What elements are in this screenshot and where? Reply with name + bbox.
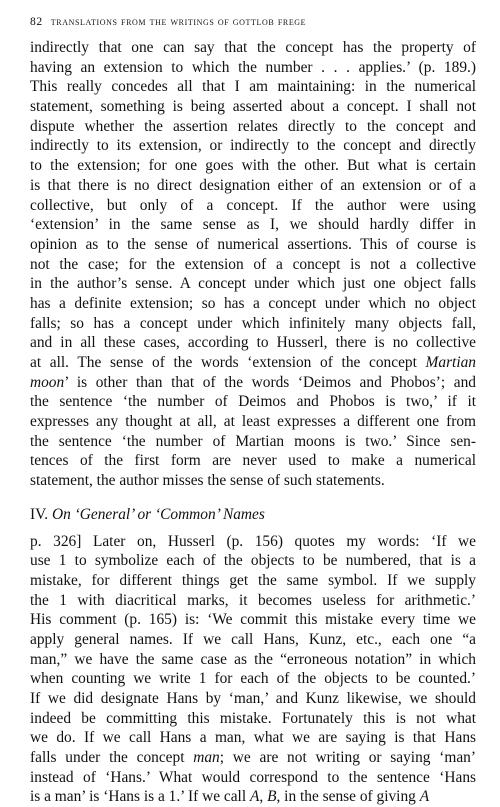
text-run: and in all these cases, according to Husserl, there is no collective [30,334,476,351]
text-run: use 1 to symbolize each of the objects to be numbered, that is a [30,552,476,569]
text-run: at all. The sense of the words ‘extension of the concept [30,354,426,371]
text-line [30,728,476,748]
text-line [30,196,476,216]
text-run: , [259,788,267,805]
text-run: This really concedes all that I am maintaining: in the numerical [30,78,476,95]
text-run: p. 326] Later on, Husserl (p. 156) quotes my words: ‘If we [30,533,476,550]
text-line [30,77,476,97]
text-run: indirectly that one can say that the concept has the property of [30,39,476,56]
text-run: mistake, for different things get the same symbol. If we supply [30,572,476,589]
paragraph-general-names [30,532,476,807]
page-number: 82 [30,15,43,28]
text-line [30,156,476,176]
text-run: we do. If we call Hans a man, what we are saying is that Hans [30,729,476,746]
text-run: not the case; for the extension of a concept is not a collective [30,256,476,273]
text-line [30,787,476,807]
text-run: the sentence ‘the number of Martian moons is two.’ Since sen- [30,433,476,450]
text-line [30,451,476,471]
section-heading [30,505,476,525]
italic-text: Martian [426,354,476,371]
italic-text: A [250,788,259,805]
text-line [30,58,476,78]
text-line [30,392,476,412]
text-run: His comment (p. 165) is: ‘We commit this mistake every time we [30,611,476,628]
text-run: indeed be committing this mistake. Fortunately this is not what [30,710,476,727]
text-line [30,630,476,650]
text-line [30,689,476,709]
text-run: ‘extension’ in the same sense as I, we should hardly differ in [30,216,476,233]
text-run: falls under the concept [30,749,193,766]
text-run: dispute whether the assertion relates directly to the concept and [30,118,476,135]
text-line [30,176,476,196]
text-line [30,255,476,275]
text-line [30,274,476,294]
text-line [30,136,476,156]
text-line [30,97,476,117]
text-line [30,235,476,255]
text-line [30,38,476,58]
italic-text: A [420,788,429,805]
text-run: instead of ‘Hans.’ What would correspond to the sentence ‘Hans [30,769,476,786]
text-run: in the author’s sense. A concept under which just one object falls [30,275,476,292]
text-run: when counting we write 1 for each of the objects to be counted.’ [30,670,476,687]
text-line [30,333,476,353]
text-run: apply general names. If we call Hans, Kunz, etc., each one “a [30,631,476,648]
text-line [30,314,476,334]
text-run: ’ is other than that of the words ‘Deimos and Phobos’; and [64,374,476,391]
text-line [30,353,476,373]
text-line [30,768,476,788]
text-line [30,532,476,552]
text-run: having an extension to which the number . . . applies.’ (p. 189.) [30,59,476,76]
text-run: the 1 with diacritical marks, it becomes useless for arithmetic.’ [30,592,476,609]
text-line [30,432,476,452]
text-line [30,294,476,314]
text-run: , in the sense of giving [276,788,419,805]
text-run: collective, but only of a concept. If the author were using [30,197,476,214]
text-run: indirectly to its extension, or indirectly to the concept and directly [30,137,476,154]
text-run: falls; so has a concept under which infinitely many objects fall, [30,315,476,332]
text-line [30,571,476,591]
running-head [30,14,476,38]
text-line [30,117,476,137]
text-line [30,373,476,393]
text-run: man,” we have the same case as the “erroneous notation” in which [30,651,476,668]
text-run: to the extension; for one goes with the other. But what is certain [30,157,476,174]
text-line [30,709,476,729]
section-number: IV. [30,506,48,523]
text-line [30,215,476,235]
text-run: ; we are not writing or saying ‘man’ [220,749,476,766]
text-run: expresses any thought at all, at least expresses a different one from [30,413,476,430]
text-run: statement, the author misses the sense of such statements. [30,472,385,489]
text-run: the sentence ‘the number of Deimos and Phobos is two,’ if it [30,393,476,410]
running-title: translations from the writings of gottlob frege [51,15,306,28]
text-run: If we did designate Hans by ‘man,’ and Kunz likewise, we should [30,690,476,707]
text-run: statement, something is being asserted about a concept. I shall not [30,98,476,115]
text-run: is a man’ is ‘Hans is a 1.’ If we call [30,788,250,805]
italic-text: moon [30,374,64,391]
text-line [30,748,476,768]
italic-text: man [193,749,220,766]
text-line [30,551,476,571]
text-run: opinion as to the sense of numerical assertions. This of course is [30,236,476,253]
text-run: is that there is no direct designation either of an extension or of a [30,177,476,194]
text-line [30,471,476,491]
text-line [30,669,476,689]
italic-text: B [267,788,276,805]
book-page [30,14,476,807]
text-line [30,412,476,432]
text-run: tences of the first form are never used to make a numerical [30,452,476,469]
text-line [30,650,476,670]
paragraph-extension-discussion [30,38,476,491]
text-line [30,591,476,611]
text-run: has a definite extension; so has a concept under which no object [30,295,476,312]
text-line [30,610,476,630]
section-title: On ‘General’ or ‘Common’ Names [52,506,265,523]
